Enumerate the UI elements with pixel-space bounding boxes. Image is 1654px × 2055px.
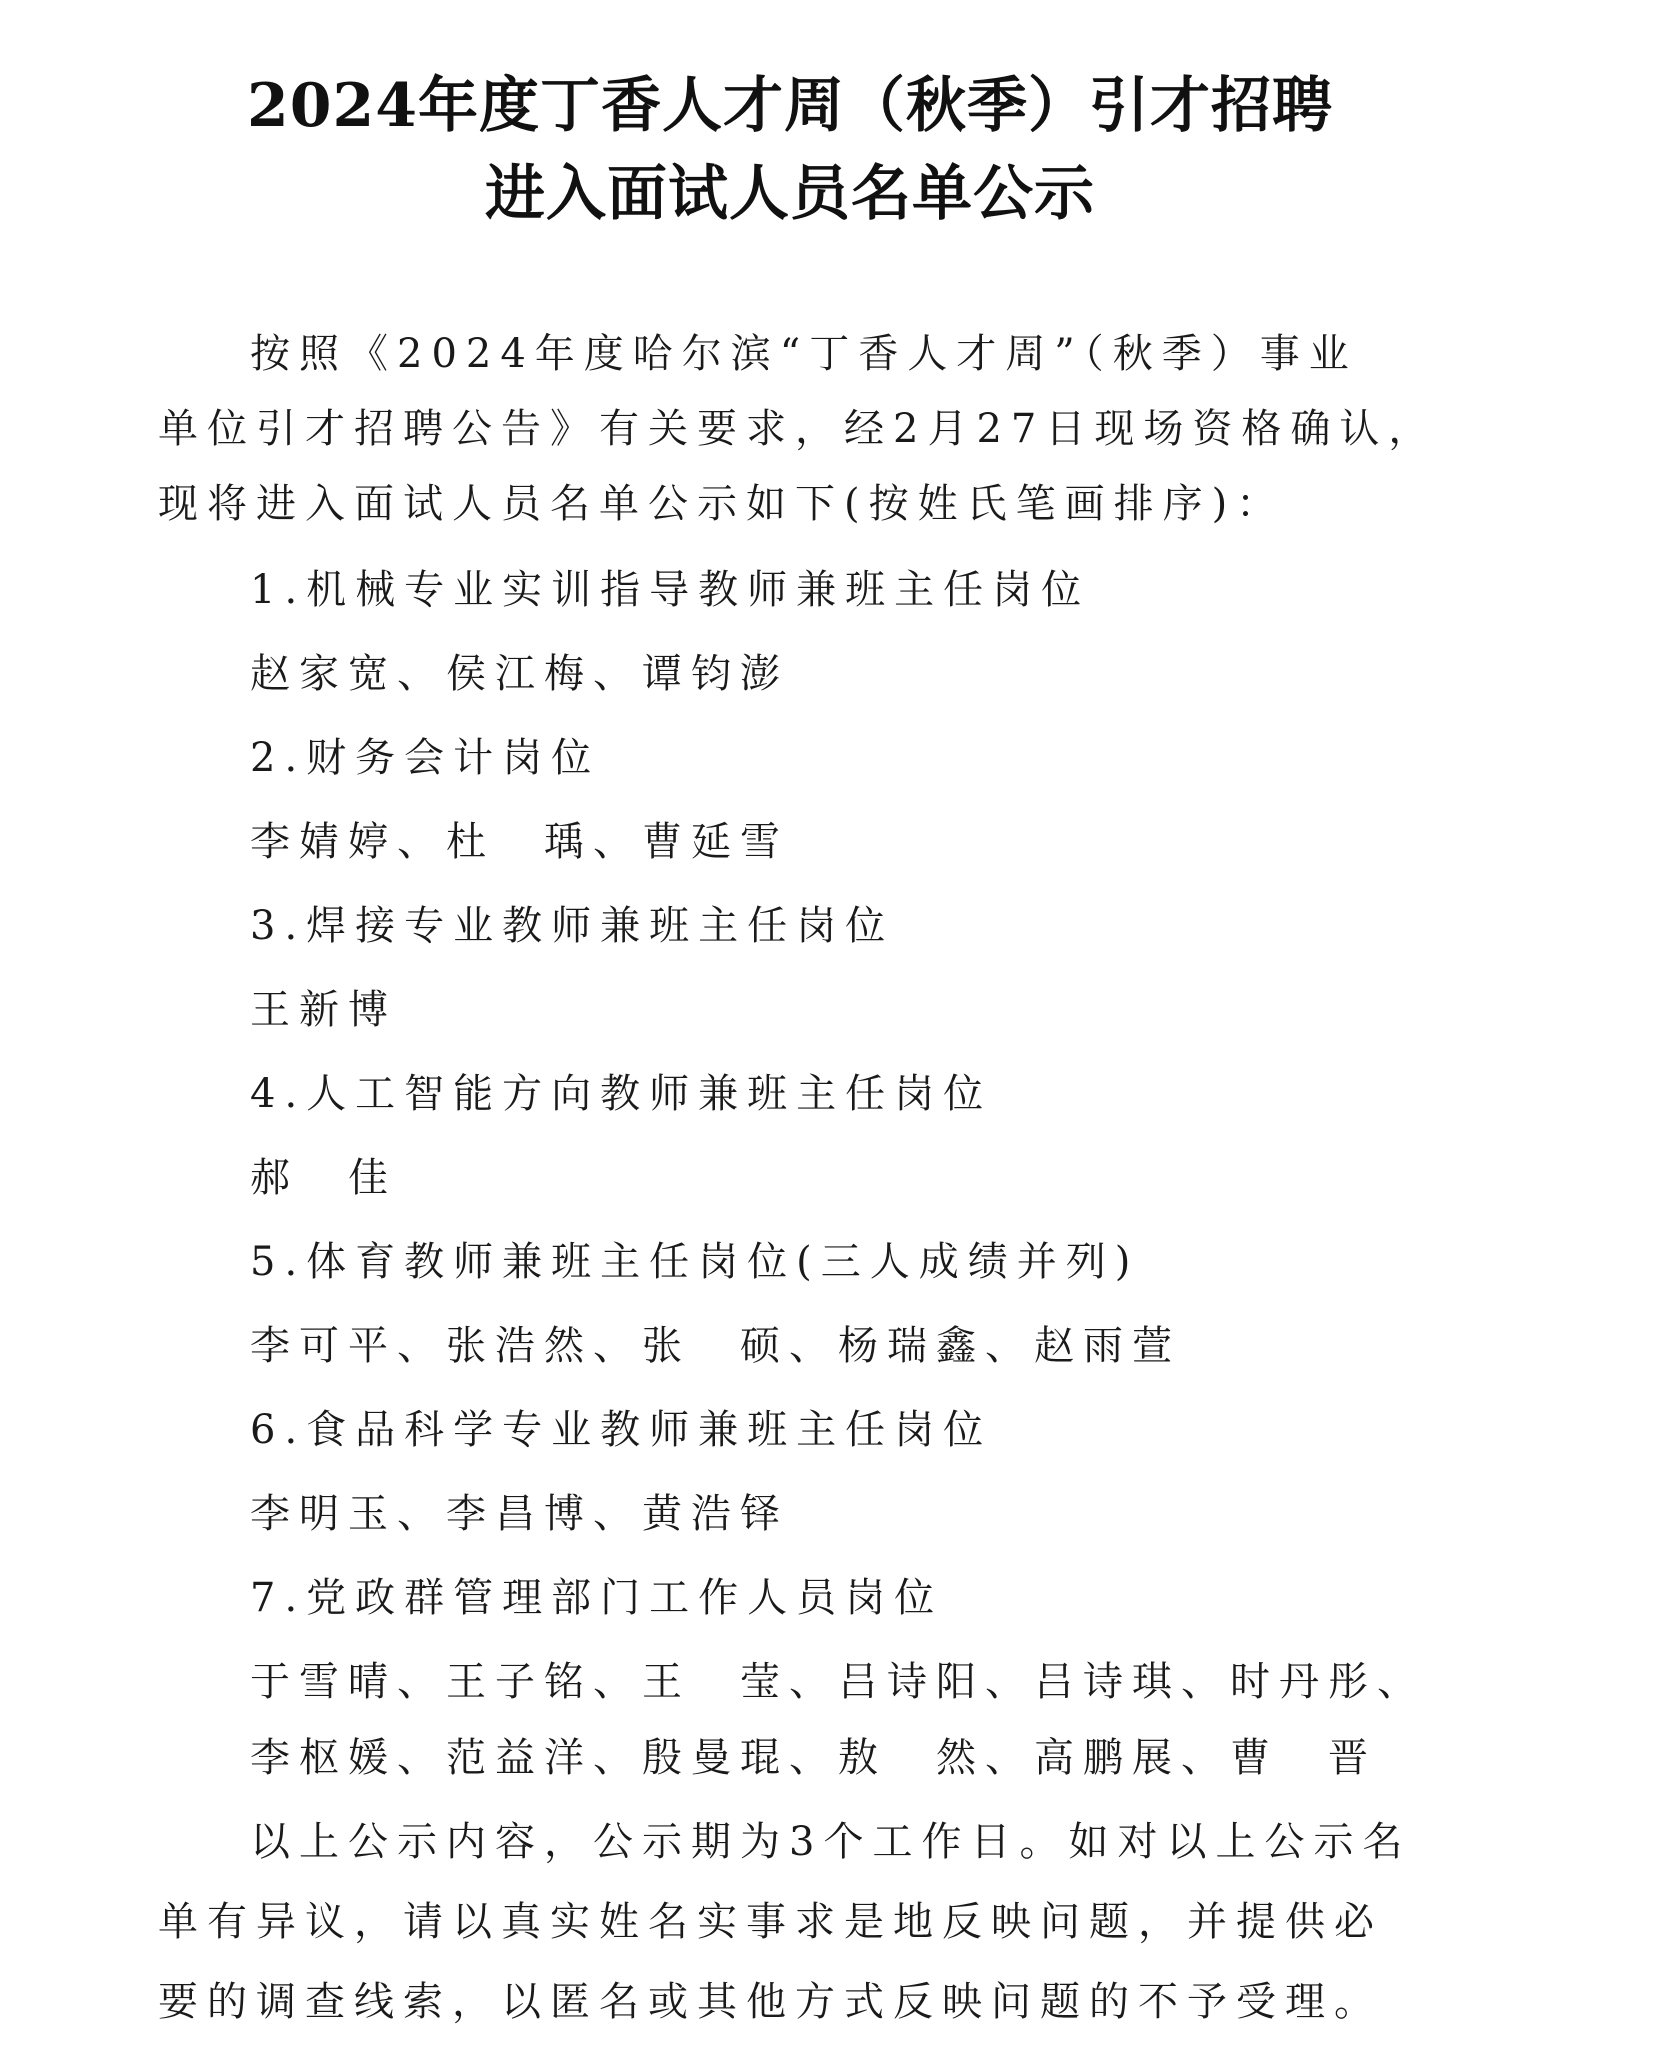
position-7-names-line-2: 李枢媛、范益洋、殷曼琨、敖 然、高鹏展、曹 晋 bbox=[250, 1735, 1377, 1781]
document-title-line-2: 进入面试人员名单公示 bbox=[485, 159, 1095, 229]
intro-paragraph-line-2: 单位引才招聘公告》有关要求，经2月27日现场资格确认， bbox=[158, 406, 1438, 452]
document-title-line-1: 2024年度丁香人才周（秋季）引才招聘 bbox=[247, 71, 1333, 141]
intro-paragraph-line-3: 现将进入面试人员名单公示如下(按姓氏笔画排序)： bbox=[158, 481, 1286, 527]
position-1-title: 1.机械专业实训指导教师兼班主任岗位 bbox=[250, 567, 1091, 613]
position-6-title: 6.食品科学专业教师兼班主任岗位 bbox=[250, 1407, 993, 1453]
position-7-names-line-1: 于雪晴、王子铭、王 莹、吕诗阳、吕诗琪、时丹彤、 bbox=[250, 1659, 1426, 1705]
position-7-title: 7.党政群管理部门工作人员岗位 bbox=[250, 1575, 944, 1621]
intro-paragraph-line-1: 按照《2024年度哈尔滨“丁香人才周”（秋季）事业 bbox=[250, 331, 1358, 377]
position-4-names: 郝 佳 bbox=[250, 1155, 397, 1201]
position-2-title: 2.财务会计岗位 bbox=[250, 735, 601, 781]
position-6-names: 李明玉、李昌博、黄浩铎 bbox=[250, 1491, 789, 1537]
position-4-title: 4.人工智能方向教师兼班主任岗位 bbox=[250, 1071, 993, 1117]
closing-paragraph-line-2: 单有异议，请以真实姓名实事求是地反映问题，并提供必 bbox=[158, 1899, 1383, 1945]
position-3-names: 王新博 bbox=[250, 987, 397, 1033]
position-5-names: 李可平、张浩然、张 硕、杨瑞鑫、赵雨萱 bbox=[250, 1323, 1181, 1369]
closing-paragraph-line-1: 以上公示内容，公示期为3个工作日。如对以上公示名 bbox=[250, 1819, 1412, 1865]
position-3-title: 3.焊接专业教师兼班主任岗位 bbox=[250, 903, 895, 949]
position-1-names: 赵家宽、侯江梅、谭钧澎 bbox=[250, 651, 789, 697]
position-5-title: 5.体育教师兼班主任岗位(三人成绩并列) bbox=[250, 1239, 1140, 1285]
closing-paragraph-line-3: 要的调查线索，以匿名或其他方式反映问题的不予受理。 bbox=[158, 1979, 1383, 2025]
position-2-names: 李婧婷、杜 瑀、曹延雪 bbox=[250, 819, 789, 865]
